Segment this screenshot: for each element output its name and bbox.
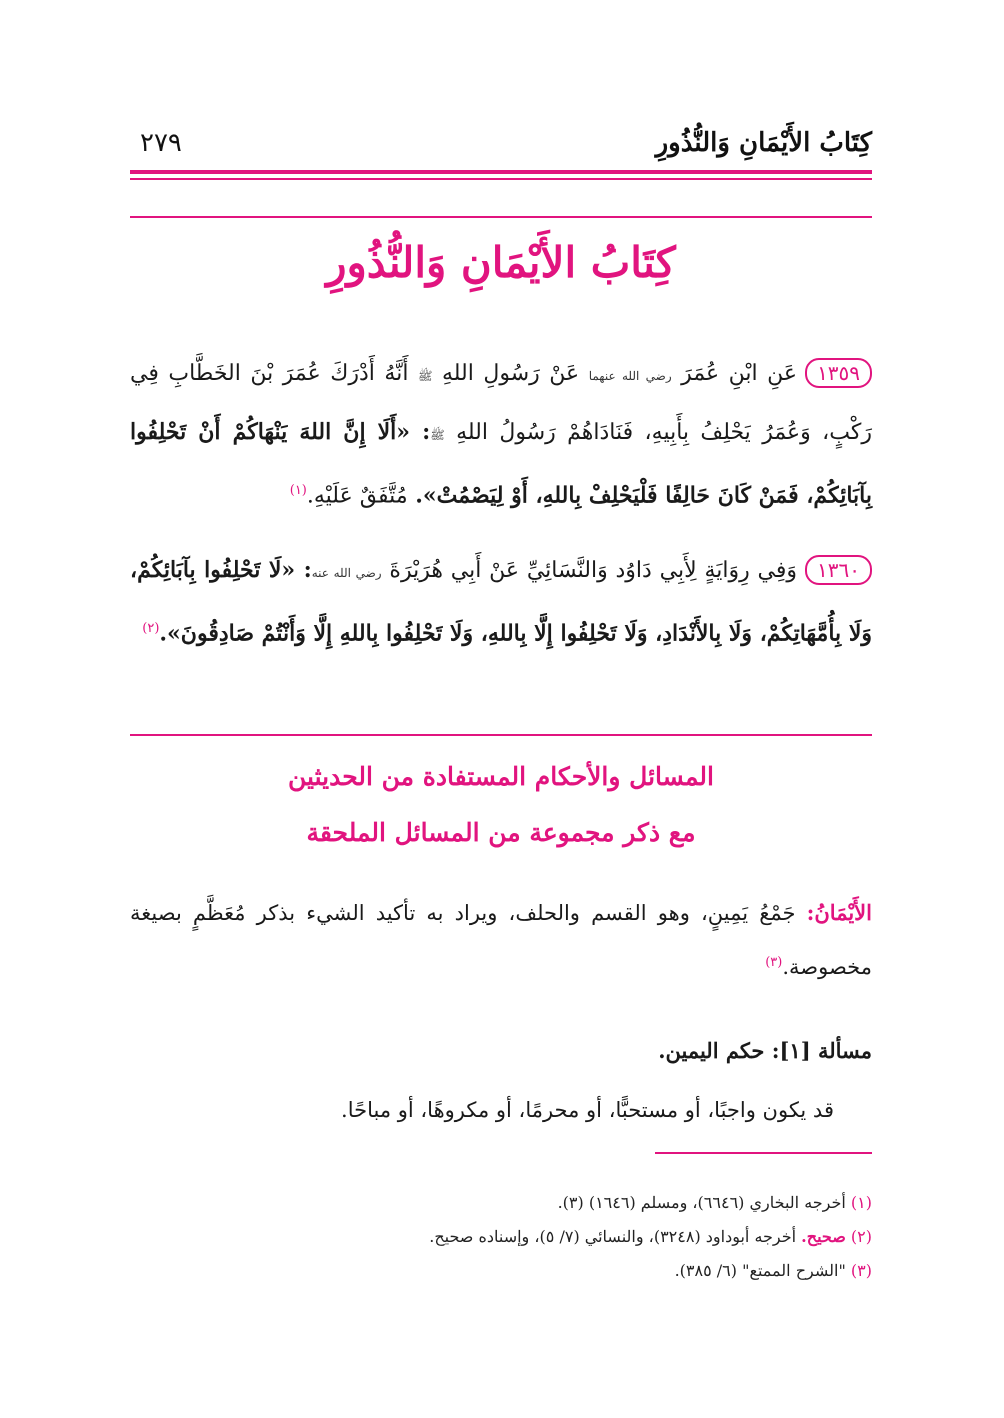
section-title-line2: مع ذكر مجموعة من المسائل الملحقة <box>306 818 696 847</box>
footnote-text: أخرجه أبوداود (٣٢٤٨)، والنسائي (٧/ ٥)، وإسناده صحيح. <box>429 1227 802 1246</box>
footnote-mark: (٢) <box>850 1227 872 1246</box>
footnote-2 <box>429 1220 872 1254</box>
footnote-grade: صحيح. <box>801 1227 846 1246</box>
hadith-text: عَنِ ابْنِ عُمَرَ <box>671 361 798 386</box>
definition-paragraph <box>130 888 872 992</box>
hadith-text: وَفِي رِوَايَةٍ لِأَبِي دَاوُد وَالنَّسَائِيِّ عَنْ أَبِي هُرَيْرَةَ <box>381 558 798 583</box>
hadith-quote: : «لَا تَحْلِفُوا بِآبَائِكُمْ، وَلَا بِأُمَّهَاتِكُمْ، وَلَا بِالأَنْدَادِ، وَلَا تَحْلِفُوا إِلَّا بِاللهِ، وَلَا تَحْلِفُوا بِاللهِ إِلَّا وَأَنْتُمْ صَادِقُونَ». <box>130 557 872 647</box>
defined-term: الأَيْمَانُ: <box>806 900 872 925</box>
book-title: كِتَابُ الأَيْمَانِ وَالنُّذُورِ <box>326 238 676 287</box>
hadith-text: أَنَّهُ أَدْرَكَ عُمَرَ بْنَ الخَطَّابِ فِي رَكْبٍ، وَعُمَرُ يَحْلِفُ بِأَبِيهِ، فَنَادَاهُمْ رَسُولُ اللهِ <box>130 361 872 445</box>
hadith-number: ١٣٦٠ <box>805 555 872 585</box>
issue-heading <box>658 1038 872 1063</box>
footnote-ref: (٢) <box>142 621 160 636</box>
issue-title: حكم اليمين. <box>658 1038 772 1063</box>
footnote-rule <box>655 1152 872 1154</box>
page-number: ٢٧٩ <box>140 128 182 158</box>
footnotes <box>429 1186 872 1288</box>
footnote-1 <box>429 1186 872 1220</box>
honorific: رضي الله عنه <box>311 566 382 580</box>
hadith-text: عَنْ رَسُولِ اللهِ <box>432 361 589 386</box>
footnote-3 <box>429 1254 872 1288</box>
hadith-number: ١٣٥٩ <box>805 358 872 388</box>
hadith-quote: : «أَلَا إِنَّ اللهَ يَنْهَاكُمْ أَنْ تَحْلِفُوا بِآبَائِكُمْ، فَمَنْ كَانَ حَالِفًا فَلْيَحْلِفْ بِاللهِ، أَوْ لِيَصْمُتْ». <box>130 419 872 509</box>
header-rule-thick <box>130 170 872 174</box>
header-rule-thin <box>130 178 872 180</box>
definition-text: جَمْعُ يَمِينٍ، وهو القسم والحلف، ويراد به تأكيد الشيء بذكر مُعَظَّمٍ بصيغة مخصوصة. <box>130 901 872 979</box>
running-header <box>130 128 872 166</box>
honorific: رضي الله عنهما <box>588 369 672 383</box>
footnote-ref: (١) <box>289 483 307 498</box>
issue-label: مسألة [١]: <box>771 1038 872 1063</box>
footnote-mark: (١) <box>850 1193 872 1212</box>
running-title: كِتَابُ الأَيْمَانِ وَالنُّذُورِ <box>655 128 872 158</box>
honorific: ﷺ <box>430 428 445 442</box>
footnote-text: أخرجه البخاري (٦٦٤٦)، ومسلم (١٦٤٦) (٣). <box>557 1193 851 1212</box>
hadith-1359 <box>130 346 872 524</box>
hadith-1360 <box>130 542 872 662</box>
footnote-mark: (٣) <box>850 1261 872 1280</box>
title-rule-top <box>130 216 872 218</box>
hadith-source: مُتَّفَقٌ عَلَيْهِ. <box>306 483 408 509</box>
footnote-ref: (٣) <box>765 955 783 970</box>
footnote-text: "الشرح الممتع" (٦/ ٣٨٥). <box>674 1261 851 1280</box>
ruling-text: قد يكون واجبًا، أو مستحبًّا، أو محرمًا، أو مكروهًا، أو مباحًا. <box>341 1098 834 1122</box>
honorific: ﷺ <box>417 369 433 383</box>
section-title-line1: المسائل والأحكام المستفادة من الحديثين <box>288 762 714 791</box>
section-rule <box>130 734 872 736</box>
